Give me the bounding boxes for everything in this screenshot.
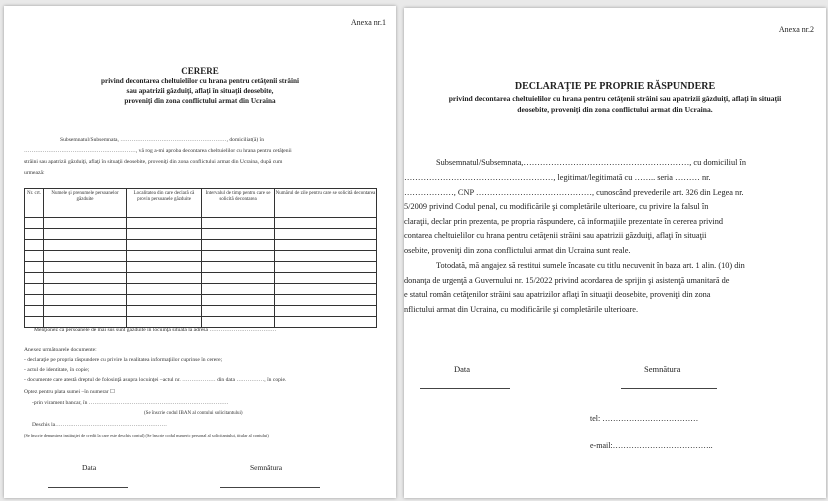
subtitle-line-1: privind decontarea cheltuielilor cu hrana pentru cetăţenii străini bbox=[101, 77, 299, 85]
intro-line-1: Subsemnatul/Subsemnata, …………………………………………………, domiciliat(ă) în bbox=[60, 137, 264, 143]
para2-line-4: nflictului armat din Ucraina, cu modificările şi completările ulterioare. bbox=[404, 305, 639, 314]
table-row bbox=[25, 295, 377, 306]
table-cell bbox=[202, 306, 275, 317]
table-cell bbox=[44, 251, 127, 262]
col-locality: Localitatea din care declară că provin persoanele găzduite bbox=[127, 189, 202, 218]
table-row bbox=[25, 218, 377, 229]
table-cell bbox=[275, 284, 377, 295]
page-title: DECLARAŢIE PE PROPRIE RĂSPUNDERE bbox=[514, 81, 716, 92]
para1-line-4: 5/2009 privind Codul penal, cu modificările şi completările ulterioare, cu privire la falsul în bbox=[404, 202, 709, 211]
table-cell bbox=[127, 218, 202, 229]
para1-line-2: ………………………………………………, legitimat/legitimată cu …….. seria ……… nr. bbox=[404, 173, 711, 182]
table-cell bbox=[275, 218, 377, 229]
table-cell bbox=[275, 240, 377, 251]
table-cell bbox=[25, 229, 44, 240]
table-cell bbox=[275, 317, 377, 328]
table-cell bbox=[202, 317, 275, 328]
para2-line-1: Totodată, mă angajez să restitui sumele încasate cu titlu necuvenit în baza art. 1 alin. (10) din bbox=[436, 261, 745, 270]
para1-line-7: osebite, proveniţi din zona conflictului armat din Ucraina sunt reale. bbox=[404, 246, 631, 255]
para2-line-3: e statul român cetăţenilor străini sau apatrizilor aflaţi în situaţii deosebite, proveniţi din zona bbox=[404, 290, 711, 299]
signature-line bbox=[220, 487, 320, 488]
signature-label: Semnătura bbox=[250, 463, 283, 472]
table-cell bbox=[127, 306, 202, 317]
iban-note: (Se înscrie codul IBAN al contului solicitantului) bbox=[144, 411, 243, 416]
table-cell bbox=[25, 251, 44, 262]
table-cell bbox=[275, 229, 377, 240]
annex-label: Anexa nr.2 bbox=[778, 25, 814, 34]
annex-item-1: - declaraţie pe propria răspundere cu privire la realitatea informaţiilor cuprinse în cerere; bbox=[24, 357, 223, 363]
intro-line-4: urmează: bbox=[24, 170, 45, 176]
annex-heading: Anexez următoarele documente: bbox=[24, 347, 97, 353]
table-cell bbox=[202, 273, 275, 284]
table-cell bbox=[275, 273, 377, 284]
bank-note: (Se înscrie denumirea instituţiei de credit la care este deschis contul) (Se înscrie codul numeric personal al solicitantului, titular al contului) bbox=[24, 433, 269, 438]
signature-line bbox=[621, 388, 717, 389]
subtitle-line-1: privind decontarea cheltuielilor cu hrana pentru cetăţenii străini sau apatrizii găzduiţi, aflaţi în situaţii bbox=[448, 94, 782, 103]
table-cell bbox=[25, 273, 44, 284]
table-cell bbox=[44, 284, 127, 295]
table-cell bbox=[202, 295, 275, 306]
table-cell bbox=[127, 317, 202, 328]
table-cell bbox=[202, 262, 275, 273]
table-cell bbox=[25, 306, 44, 317]
page-title: CERERE bbox=[181, 66, 219, 76]
col-days: Numărul de zile pentru care se solicită decontarea bbox=[275, 189, 377, 218]
signature-label: Semnătura bbox=[644, 364, 681, 374]
table-cell bbox=[202, 251, 275, 262]
table-cell bbox=[202, 240, 275, 251]
persons-table bbox=[24, 188, 377, 328]
col-nr: Nr. crt. bbox=[25, 189, 44, 218]
subtitle-line-2: sau apatrizii găzduiţi, aflaţi în situaţii deosebite, bbox=[126, 87, 274, 95]
date-label: Data bbox=[82, 463, 97, 472]
phone-field: tel: ……………………………… bbox=[590, 414, 699, 423]
para1-line-1: Subsemnatul/Subsemnata,……………………………………………………, cu domiciliul în bbox=[436, 158, 746, 167]
table-cell bbox=[127, 251, 202, 262]
table-cell bbox=[127, 273, 202, 284]
table-cell bbox=[275, 251, 377, 262]
bank-line: Deschis la…………………………………………………… bbox=[32, 422, 168, 428]
page-cerere bbox=[4, 6, 396, 498]
table-cell bbox=[127, 240, 202, 251]
date-label: Data bbox=[454, 364, 471, 374]
table-row bbox=[25, 251, 377, 262]
annex-label: Anexa nr.1 bbox=[350, 18, 386, 27]
para1-line-5: claraţii, declar prin prezenta, pe propria răspundere, că informaţiile prezentate în cererea privind bbox=[404, 217, 724, 226]
table-cell bbox=[275, 306, 377, 317]
para1-line-6: contarea cheltuielilor cu hrana pentru cetăţenii străini sau apatrizii găzduiţi, aflaţi în situaţii bbox=[404, 231, 707, 240]
para2-line-2: donanţa de urgenţă a Guvernului nr. 15/2022 privind acordarea de sprijin şi asistenţă umanitară de bbox=[404, 276, 730, 285]
col-name: Numele şi prenumele persoanelor găzduite bbox=[44, 189, 127, 218]
table-cell bbox=[127, 262, 202, 273]
annex-item-2: - actul de identitate, în copie; bbox=[24, 367, 90, 373]
table-cell bbox=[202, 284, 275, 295]
table-cell bbox=[44, 262, 127, 273]
table-row bbox=[25, 317, 377, 328]
intro-line-2: ……………………………………………………, vă rog a-mi aproba decontarea cheltuielilor cu hrana pentru cetăţenii bbox=[24, 148, 292, 154]
annex-item-3: - documente care atestă dreptul de folosinţă asupra locuinţei –actul nr. ……………… din data ……………, în copie. bbox=[24, 377, 287, 383]
table-row bbox=[25, 240, 377, 251]
table-cell bbox=[202, 229, 275, 240]
table-cell bbox=[44, 273, 127, 284]
address-mention: Menţionez că persoanele de mai sus sunt găzduite în locuinţa situată la adresa ……………………………… bbox=[34, 327, 277, 333]
subtitle-line-2: deosebite, proveniţi din zona conflictului armat din Ucraina. bbox=[517, 105, 713, 114]
table-cell bbox=[25, 262, 44, 273]
table-cell bbox=[44, 218, 127, 229]
table-row bbox=[25, 284, 377, 295]
table-cell bbox=[25, 218, 44, 229]
table-cell bbox=[44, 240, 127, 251]
table-cell bbox=[127, 229, 202, 240]
table-row bbox=[25, 306, 377, 317]
table-cell bbox=[25, 240, 44, 251]
table-cell bbox=[275, 295, 377, 306]
table-cell bbox=[25, 317, 44, 328]
table-cell bbox=[44, 317, 127, 328]
table-cell bbox=[127, 284, 202, 295]
intro-line-3: străini sau apatrizii găzduiţi, aflaţi în situaţii deosebite, proveniţi din zona conflictului armat din Ucraina, după cum bbox=[24, 159, 283, 165]
table-cell bbox=[44, 229, 127, 240]
table-cell bbox=[44, 295, 127, 306]
table-cell bbox=[25, 284, 44, 295]
table-cell bbox=[44, 306, 127, 317]
option-bank: -prin virament bancar, în ………………………………………………………………… bbox=[32, 400, 229, 406]
col-interval: Intervalul de timp pentru care se solicită decontarea bbox=[202, 189, 275, 218]
table-cell bbox=[202, 218, 275, 229]
page-declaratie bbox=[404, 8, 826, 498]
date-line bbox=[48, 487, 128, 488]
subtitle-line-3: proveniţi din zona conflictului armat din Ucraina bbox=[124, 97, 276, 105]
table-row bbox=[25, 262, 377, 273]
para1-line-3: ………………, CNP ……………………………………, cunoscând prevederile art. 326 din Legea nr. bbox=[404, 188, 744, 197]
table-row bbox=[25, 273, 377, 284]
table-cell bbox=[25, 295, 44, 306]
table-cell bbox=[275, 262, 377, 273]
table-cell bbox=[127, 295, 202, 306]
table-row bbox=[25, 229, 377, 240]
option-cash: Optez pentru plata sumei –în numerar ☐ bbox=[24, 389, 116, 395]
date-line bbox=[420, 388, 510, 389]
email-field: e-mail:……………………………….. bbox=[590, 441, 713, 450]
